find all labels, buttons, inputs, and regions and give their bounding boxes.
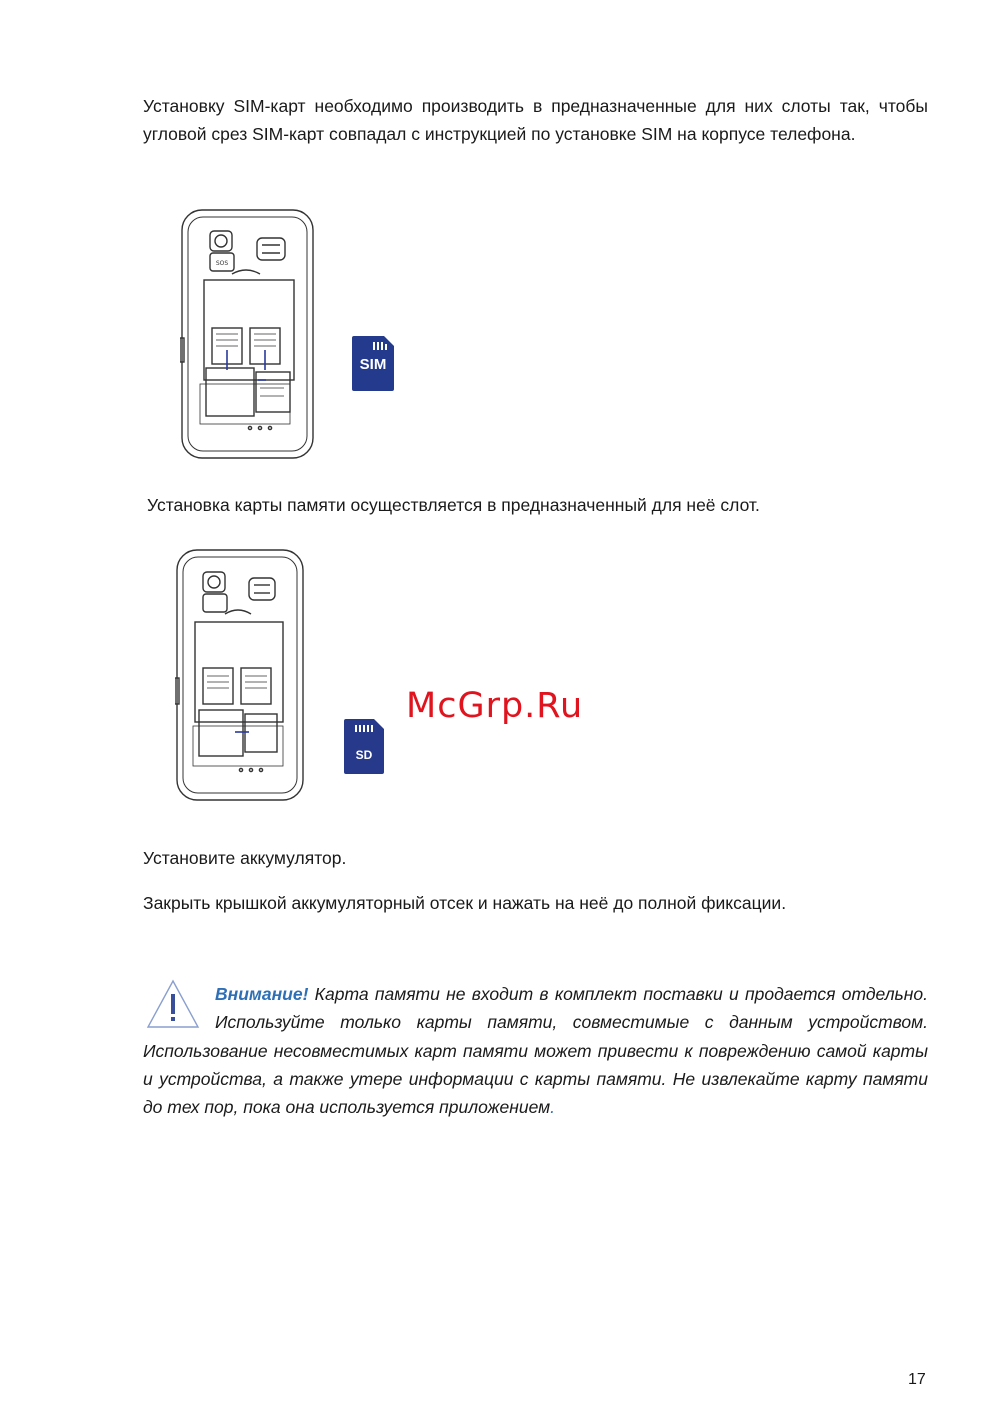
memory-install-paragraph: Установка карты памяти осуществляется в предназначенный для неё слот.	[147, 495, 760, 515]
warning-paragraph	[143, 980, 928, 1121]
warning-text: Карта памяти не входит в комплект поставки и продается отдельно. Используйте только карты памяти, совместимые с данным устройством. Использование несовместимых карт памяти может привести к повреждению самой карты и устройства, а также утере информации с карты памяти. Не извлекайте карту памяти до тех пор, пока она используется приложением	[143, 984, 928, 1118]
sos-label: SOS	[215, 260, 229, 267]
sd-card-label: SD	[355, 748, 373, 762]
phone-sim-slots-diagram	[180, 208, 315, 460]
sim-install-paragraph: Установку SIM-карт необходимо производить в предназначенные для них слоты так, чтобы угловой срез SIM-карт совпадал с инструкцией по установке SIM на корпусе телефона.	[143, 96, 928, 144]
sim-card-label: SIM	[359, 356, 387, 373]
page-number: 17	[908, 1371, 926, 1388]
watermark-text: McGrp.Ru	[406, 686, 584, 726]
close-cover-paragraph: Закрыть крышкой аккумуляторный отсек и нажать на неё до полной фиксации.	[143, 893, 787, 913]
sd-card-icon	[344, 719, 384, 774]
warning-end: .	[550, 1097, 555, 1118]
phone-memory-slot-diagram	[175, 548, 305, 802]
battery-install-paragraph: Установите аккумулятор.	[143, 848, 347, 868]
sim-card-icon	[352, 336, 394, 391]
warning-title: Внимание!	[215, 984, 309, 1004]
